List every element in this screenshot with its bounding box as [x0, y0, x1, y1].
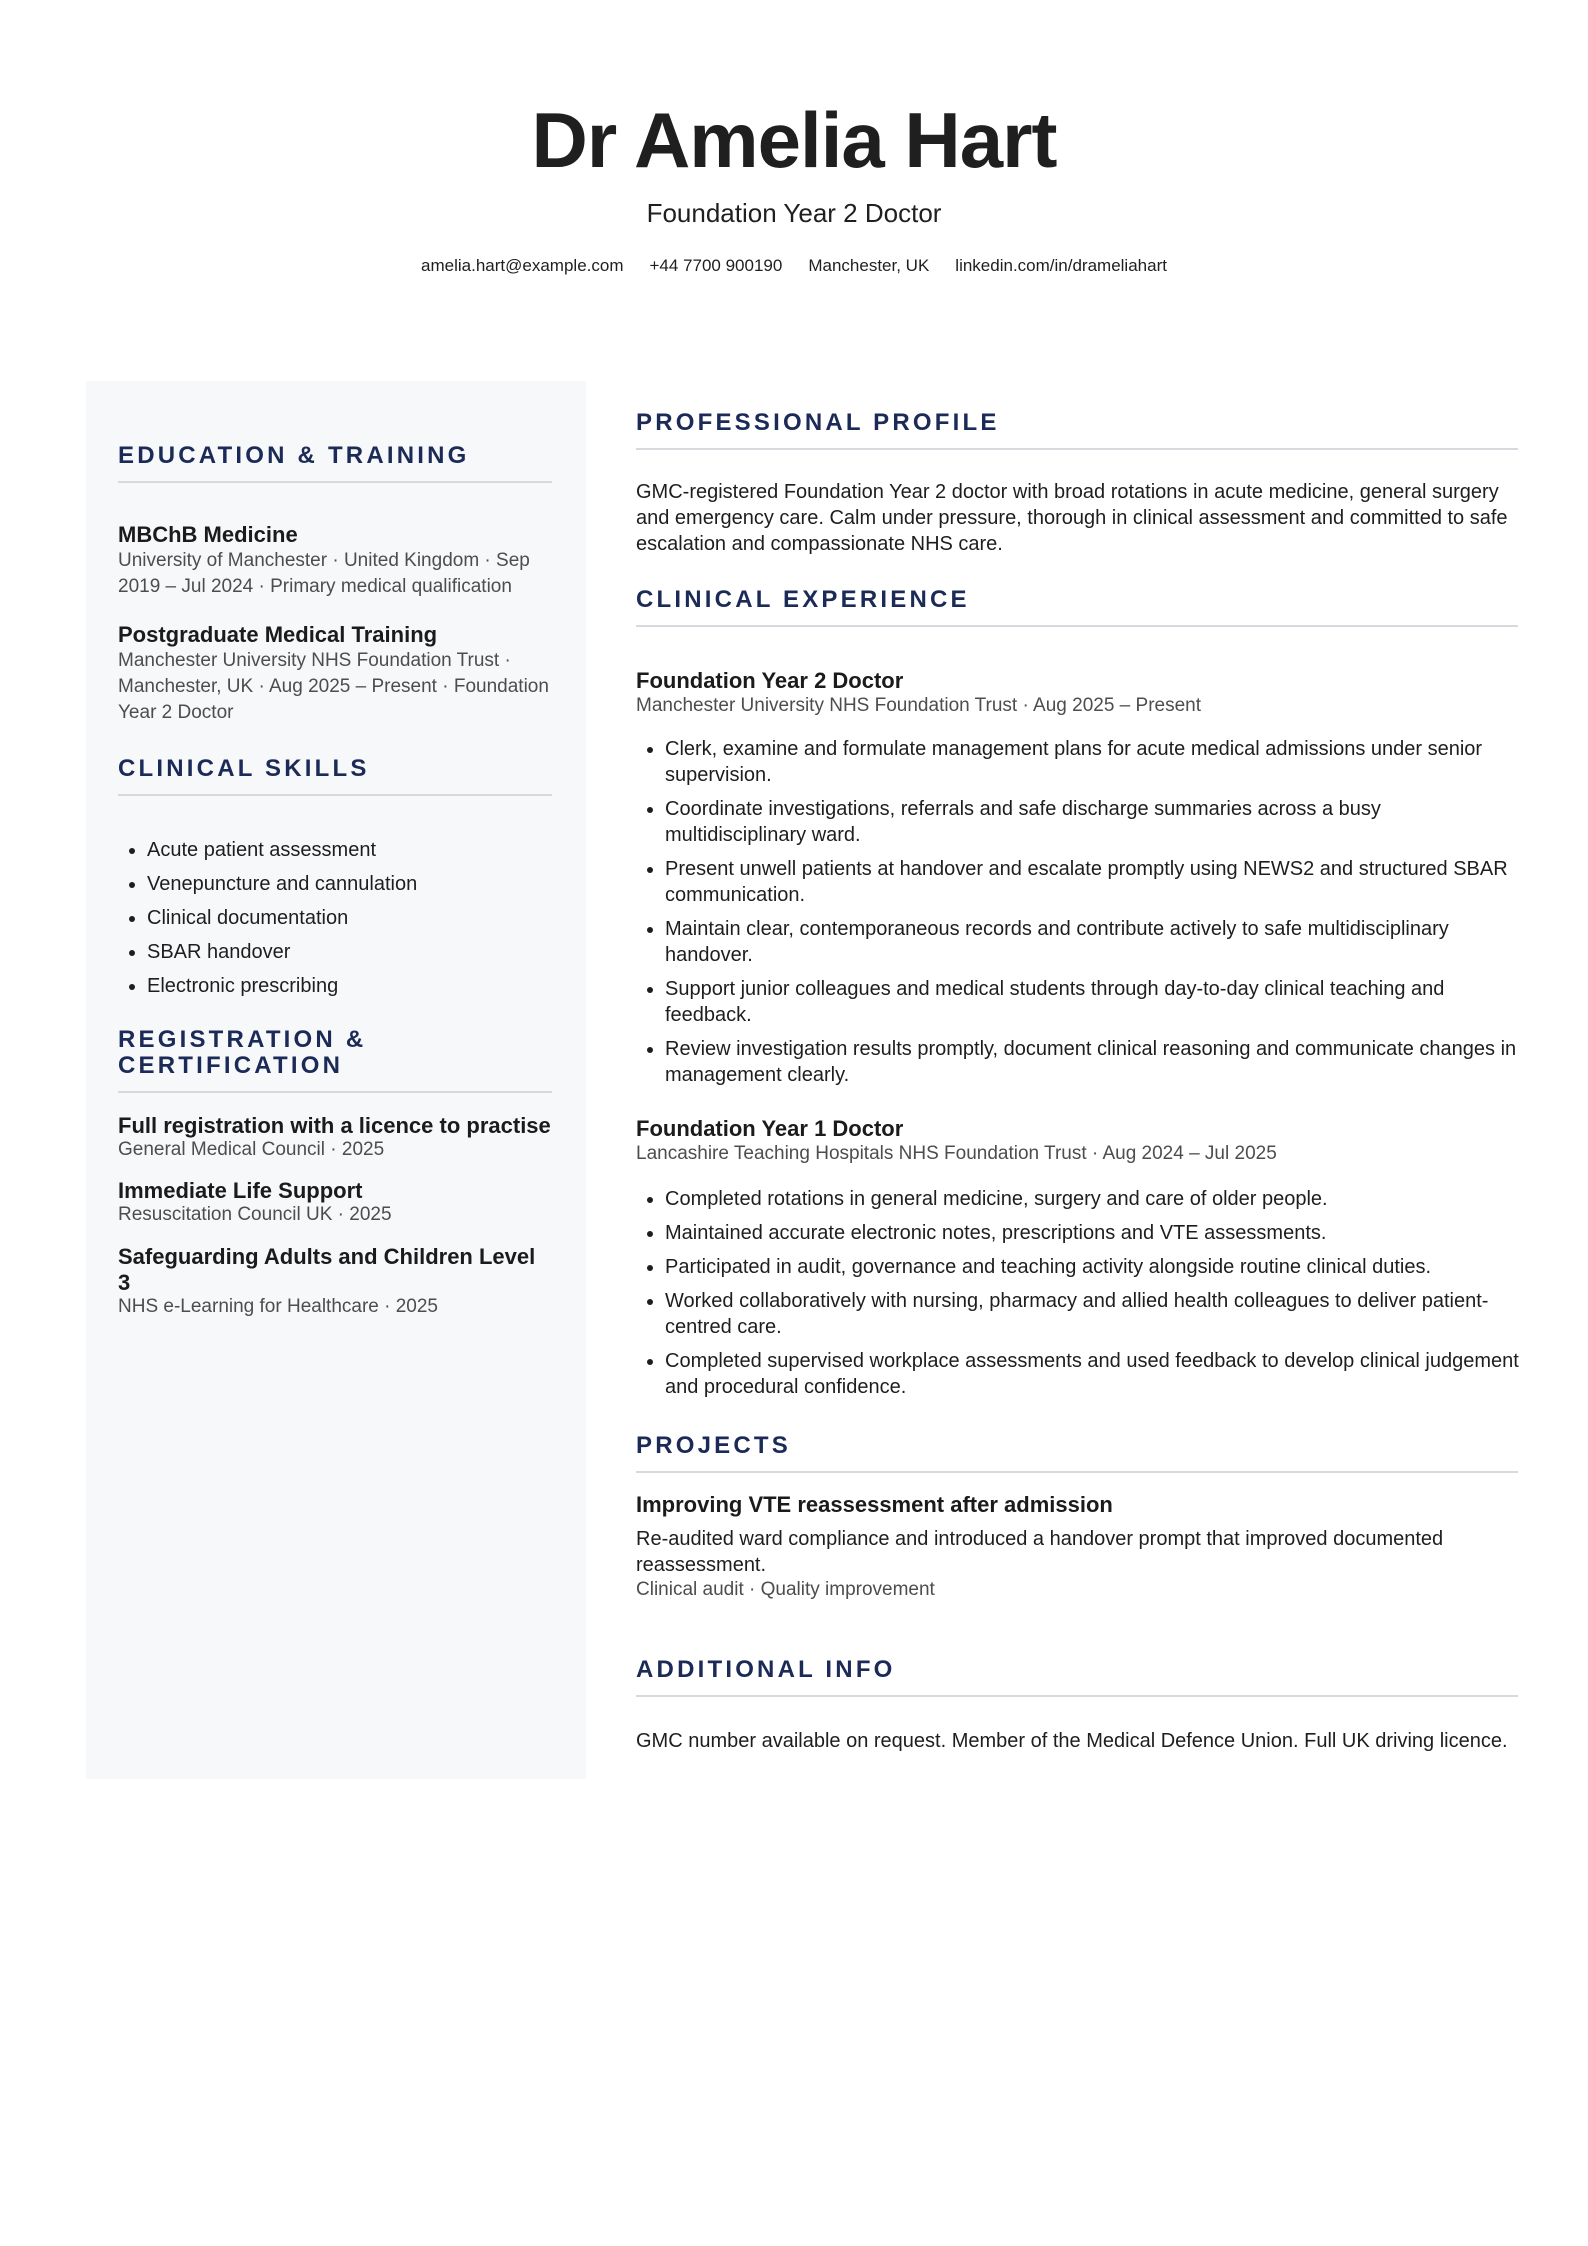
list-item: • Clerk, examine and formulate management plans for acute medical admissions under senior supervision.	[665, 736, 1525, 788]
job-entry	[636, 1116, 1518, 1166]
list-item: • Maintained accurate electronic notes, prescriptions and VTE assessments.	[665, 1220, 1525, 1246]
profile-section	[636, 410, 1518, 450]
certification-title: Full registration with a licence to practise	[118, 1113, 551, 1138]
project-title: Improving VTE reassessment after admission	[636, 1492, 1113, 1517]
projects-section	[636, 1433, 1518, 1473]
section-title-registration: REGISTRATION & CERTIFICATION	[118, 1026, 367, 1079]
certification-item	[118, 1244, 552, 1318]
additional-text: GMC number available on request. Member of the Medical Defence Union. Full UK driving licence.	[636, 1730, 1508, 1752]
education-item-detail: University of Manchester · United Kingdom · Sep 2019 – Jul 2024 · Primary medical qualification	[118, 550, 530, 597]
education-item-detail: Manchester University NHS Foundation Trust · Manchester, UK · Aug 2025 – Present · Foundation Year 2 Doctor	[118, 650, 549, 723]
candidate-name: Dr Amelia Hart	[531, 96, 1057, 184]
list-item: • Completed rotations in general medicine, surgery and care of older people.	[665, 1186, 1525, 1212]
candidate-title: Foundation Year 2 Doctor	[646, 198, 942, 228]
section-title-additional: ADDITIONAL INFO	[636, 1656, 896, 1683]
education-item	[118, 622, 552, 726]
contact-line	[0, 254, 1588, 278]
job-employer: Lancashire Teaching Hospitals NHS Foundation Trust · Aug 2024 – Jul 2025	[636, 1143, 1277, 1164]
project-tags: Clinical audit · Quality improvement	[636, 1579, 935, 1600]
registration-section	[118, 1027, 552, 1093]
additional-section	[636, 1657, 1518, 1697]
section-divider	[118, 1091, 552, 1093]
education-item-title: Postgraduate Medical Training	[118, 622, 438, 647]
list-item: • Support junior colleagues and medical students through day-to-day clinical teaching and feedback.	[665, 976, 1525, 1028]
project-entry	[636, 1492, 1518, 1602]
education-section	[118, 443, 552, 483]
contact-email: amelia.hart@example.com	[421, 256, 624, 275]
certification-item	[118, 1113, 558, 1161]
project-description: Re-audited ward compliance and introduced a handover prompt that improved documented reassessment.	[636, 1528, 1444, 1576]
job-bullets	[636, 736, 1525, 1088]
certification-title: Safeguarding Adults and Children Level 3	[118, 1244, 536, 1295]
sidebar	[86, 381, 586, 1779]
list-item: • Coordinate investigations, referrals and safe discharge summaries across a busy multidisciplinary ward.	[665, 796, 1525, 848]
list-item: • Acute patient assessment	[147, 833, 557, 867]
job-employer: Manchester University NHS Foundation Trust · Aug 2025 – Present	[636, 695, 1201, 716]
list-item: • Electronic prescribing	[147, 969, 557, 1003]
section-divider	[118, 794, 552, 796]
list-item: • Maintain clear, contemporaneous records and contribute actively to safe multidisciplinary handover.	[665, 916, 1525, 968]
contact-linkedin: linkedin.com/in/drameliahart	[955, 256, 1167, 275]
list-item: • Venepuncture and cannulation	[147, 867, 557, 901]
job-title: Foundation Year 2 Doctor	[636, 668, 904, 693]
section-divider	[118, 481, 552, 483]
job-entry	[636, 668, 1518, 718]
section-title-experience: CLINICAL EXPERIENCE	[636, 586, 970, 613]
list-item: • Worked collaboratively with nursing, pharmacy and allied health colleagues to deliver patient-centred care.	[665, 1288, 1525, 1340]
skills-section	[118, 756, 552, 796]
skills-list	[118, 833, 557, 1003]
certification-detail: NHS e-Learning for Healthcare · 2025	[118, 1296, 439, 1317]
section-title-skills: CLINICAL SKILLS	[118, 755, 370, 782]
list-item: • Completed supervised workplace assessments and used feedback to develop clinical judgement and procedural confidence.	[665, 1348, 1525, 1400]
list-item: • Review investigation results promptly, document clinical reasoning and communicate changes in management clearly.	[665, 1036, 1525, 1088]
list-item: • Present unwell patients at handover and escalate promptly using NEWS2 and structured SBAR communication.	[665, 856, 1525, 908]
section-divider	[636, 1695, 1518, 1697]
section-title-education: EDUCATION & TRAINING	[118, 442, 470, 469]
education-item-title: MBChB Medicine	[118, 522, 298, 547]
section-title-profile: PROFESSIONAL PROFILE	[636, 409, 1000, 436]
experience-section	[636, 587, 1518, 627]
list-item: • SBAR handover	[147, 935, 557, 969]
contact-location: Manchester, UK	[808, 256, 930, 275]
certification-item	[118, 1178, 552, 1226]
list-item: • Clinical documentation	[147, 901, 557, 935]
certification-detail: Resuscitation Council UK · 2025	[118, 1204, 392, 1225]
job-title: Foundation Year 1 Doctor	[636, 1116, 904, 1141]
contact-phone: +44 7700 900190	[649, 256, 783, 275]
list-item: • Participated in audit, governance and teaching activity alongside routine clinical duties.	[665, 1254, 1525, 1280]
education-item	[118, 522, 552, 600]
section-divider	[636, 625, 1518, 627]
section-title-projects: PROJECTS	[636, 1432, 791, 1459]
section-divider	[636, 448, 1518, 450]
job-bullets	[636, 1186, 1525, 1400]
section-divider	[636, 1471, 1518, 1473]
profile-text: GMC-registered Foundation Year 2 doctor with broad rotations in acute medicine, general surgery and emergency care. Calm under pressure, thorough in clinical assessment and committed to safe escalation and compassionate NHS care.	[636, 481, 1508, 555]
certification-detail: General Medical Council · 2025	[118, 1139, 385, 1160]
certification-title: Immediate Life Support	[118, 1178, 363, 1203]
